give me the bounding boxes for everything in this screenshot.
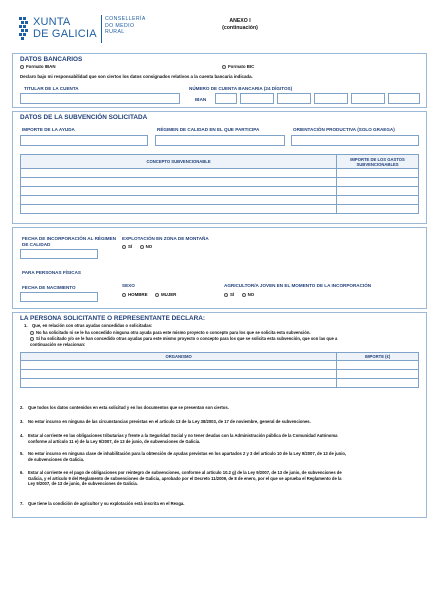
- account-block-5[interactable]: [388, 93, 420, 104]
- logo-line-1: XUNTA: [33, 16, 71, 28]
- concepto-column-header: CONCEPTO SUBVENCIONABLE: [21, 155, 337, 169]
- fecha-incorporacion-input[interactable]: [20, 249, 98, 259]
- titular-input[interactable]: [20, 93, 180, 104]
- personas-fisicas-label: PARA PERSONAS FÍSICAS: [22, 270, 81, 275]
- montana-no-label: NO: [145, 244, 153, 249]
- joven-no-radio[interactable]: [242, 293, 246, 297]
- item-1a-text: No ha solicitado ni se le ha concedido ninguna otra ayuda para este mismo proyecto o concepto para los que se solicita esta subvención.: [36, 330, 311, 335]
- cons-line-3: RURAL: [105, 29, 125, 36]
- montana-si-radio[interactable]: [122, 245, 126, 249]
- orientacion-label: ORIENTACIÓN PRODUCTIVA (SOLO GRAEGA): [293, 127, 395, 132]
- table-row: [21, 196, 419, 205]
- declaration-item-6: 6. Estar al corriente en el pago de obligaciones por reintegro de subvenciones, conforme al artículo 10.2 g) de la Ley 9/2007, de 13 de junio, de subvenciones de Galicia, y el artículo 9 del Reglamento de subvenciones de Galicia, aprobado por el Decreto 11/2009, de 8 de enero, por el que se aprueba el Reglamento de la Ley 9/2007, de 13 de junio, de subvenciones de Galicia.: [20, 470, 342, 487]
- declaration-item-4: 4. Estar al corriente en las obligaciones tributarias y frente a la Seguridad Social y no tener deudas con la Administración pública de la Comunidad Autónoma conforme al artículo 11 e) de la Ley 9/2007, de 13 de junio, de subvenciones de Galicia.: [20, 433, 338, 444]
- table-row: [21, 370, 419, 379]
- iban-check-input[interactable]: [215, 93, 237, 104]
- importe-ayuda-input[interactable]: [20, 135, 148, 146]
- concepto-cell[interactable]: [21, 178, 337, 187]
- conselleria-name: [105, 16, 146, 36]
- declaration-item-1: 1. Que, en relación con otras ayudas concedidas o solicitadas:: [24, 323, 153, 328]
- iban-option-label: Formato IBAN: [26, 64, 56, 69]
- importe-cell[interactable]: [337, 205, 419, 214]
- organismos-table-header: [21, 353, 419, 361]
- declaration-item-1b[interactable]: [30, 336, 337, 342]
- bank-section-title: DATOS BANCARIOS: [20, 56, 83, 63]
- logo-line-2: DE GALICIA: [33, 28, 97, 40]
- account-block-2[interactable]: [277, 93, 311, 104]
- joven-options: [224, 292, 254, 297]
- xunta-logo-text: [33, 16, 97, 40]
- organismo-cell[interactable]: [21, 361, 337, 370]
- item-6-line-1: Estar al corriente en el pago de obligaciones por reintegro de subvenciones, conforme al artículo 10.2 g) de la Ley 9/2007, de 13 de junio, de subvenciones de: [28, 470, 342, 475]
- declaration-item-7: 7. Que tiene la condición de agricultor y su explotación está inscrita en el Rexga.: [20, 501, 185, 506]
- sexo-label: SEXO: [122, 283, 135, 288]
- bank-declaration: Declaro bajo mi responsabilidad que son ciertos los datos consignados relativos a la cuenta bancaria indicada.: [20, 74, 253, 79]
- si-ayudas-radio[interactable]: [30, 337, 34, 341]
- montana-no-radio[interactable]: [140, 245, 144, 249]
- item-4-line-1: Estar al corriente en las obligaciones tributarias y frente a la Seguridad Social y no tener deudas con la Administración pública de la Comunidad Autónoma: [28, 433, 338, 438]
- organismo-cell[interactable]: [21, 379, 337, 388]
- regimen-calidad-label: RÉGIMEN DE CALIDAD EN EL QUE PARTICIPA: [157, 127, 260, 132]
- concepto-cell[interactable]: [21, 187, 337, 196]
- sexo-options: [122, 292, 176, 297]
- joven-no-label: NO: [247, 292, 255, 297]
- account-block-4[interactable]: [351, 93, 385, 104]
- concepto-cell[interactable]: [21, 196, 337, 205]
- concepto-cell[interactable]: [21, 169, 337, 178]
- organismos-table: [20, 352, 419, 388]
- item-3-text: No estar incurso en ninguna de las circunstancias previstas en el artículo 13 de la Ley 38/2003, de 17 de noviembre, general de subvenciones.: [28, 419, 311, 424]
- iban-prefix-label: IBAN: [195, 97, 207, 102]
- fecha-incorporacion-label: FECHA DE INCORPORACIÓN AL RÉGIMEN DE CALIDAD: [22, 236, 117, 247]
- organismo-cell[interactable]: [21, 370, 337, 379]
- hombre-radio[interactable]: [122, 293, 126, 297]
- iban-option[interactable]: [20, 64, 56, 69]
- item-6-line-3: Ley 9/2007, de 13 de junio, de subvenciones de Galicia.: [28, 481, 138, 487]
- account-number-label: NÚMERO DE CUENTA BANCARIA (24 DÍGITOS): [189, 86, 293, 91]
- bic-radio[interactable]: [222, 65, 226, 69]
- item-4-line-2: conforme al artículo 11 e) de la Ley 9/2007, de 13 de junio, de subvenciones de Galicia.: [28, 438, 201, 444]
- account-block-3[interactable]: [314, 93, 348, 104]
- titular-label: TITULAR DE LA CUENTA: [24, 86, 79, 91]
- organismo-column-header: ORGANISMO: [21, 353, 337, 361]
- table-row: [21, 205, 419, 214]
- importe-cell[interactable]: [337, 370, 419, 379]
- table-row: [21, 361, 419, 370]
- importe-cell[interactable]: [337, 361, 419, 370]
- mujer-label: MUJER: [160, 292, 177, 297]
- montana-label: EXPLOTACIÓN EN ZONA DE MONTAÑA: [122, 236, 209, 241]
- importe-cell[interactable]: [337, 178, 419, 187]
- item-5-line-2: de subvenciones de Galicia.: [28, 456, 85, 462]
- xunta-logo-icon: [18, 16, 30, 42]
- item-7-text: Que tiene la condición de agricultor y su explotación está inscrita en el Rexga.: [28, 501, 185, 506]
- importe-eur-column-header: IMPORTE (€): [337, 353, 419, 361]
- table-row: [21, 379, 419, 388]
- cons-line-1: CONSELLERÍA: [105, 16, 146, 22]
- cons-line-2: DO MEDIO: [105, 22, 135, 29]
- mujer-radio[interactable]: [155, 293, 159, 297]
- joven-si-label: SÍ: [230, 292, 235, 297]
- item-1b-text: Sí ha solicitado y/o se le han concedido otras ayudas para este mismo proyecto o concepto para los que se solicita esta subvención, que son las que a: [36, 336, 338, 341]
- concepts-table-header: [21, 155, 419, 169]
- concepto-cell[interactable]: [21, 205, 337, 214]
- declaration-item-3: 3. No estar incurso en ninguna de las circunstancias previstas en el artículo 13 de la Ley 38/2003, de 17 de noviembre, general de subvenciones.: [20, 419, 311, 424]
- header-divider: [101, 15, 102, 43]
- fecha-nacimiento-label: FECHA DE NACIMIENTO: [22, 285, 76, 290]
- importe-cell[interactable]: [337, 187, 419, 196]
- hombre-label: HOMBRE: [128, 292, 148, 297]
- subsidy-section-title: DATOS DE LA SUBVENCIÓN SOLICITADA: [20, 114, 148, 121]
- importe-gastos-column-header: IMPORTE DE LOS GASTOS SUBVENCIONABLES: [337, 155, 419, 169]
- montana-si-label: SÍ: [128, 244, 133, 249]
- fecha-nacimiento-input[interactable]: [20, 292, 98, 302]
- table-row: [21, 169, 419, 178]
- agricultor-joven-label: AGRICULTOR/A JOVEN EN EL MOMENTO DE LA INCORPORACIÓN: [224, 283, 372, 288]
- declaration-title: LA PERSONA SOLICITANTE O REPRESENTANTE DECLARA:: [20, 315, 205, 322]
- item-6-line-2: Galicia, y el artículo 9 del Reglamento de subvenciones de Galicia, aprobado por el Decreto 11/2009, de 8 de enero, por el que se aprueba el Reglamento de la: [28, 475, 342, 481]
- bic-option[interactable]: [222, 64, 254, 69]
- importe-cell[interactable]: [337, 169, 419, 178]
- item-1-text: Que, en relación con otras ayudas concedidas o solicitadas:: [32, 323, 153, 328]
- declaration-item-2: 2. Que todos los datos contenidos en esta solicitud y en los documentos que se presentan son ciertos.: [20, 405, 229, 410]
- item-5-line-1: No estar incurso en ninguna clase de inhabilitación para la obtención de ayudas previstas en los apartados 2 y 3 del artículo 10 de la Ley 9/2007, de 13 de junio,: [28, 451, 347, 456]
- bic-option-label: Formato BIC: [228, 64, 255, 69]
- anexo-title: ANEXO I: [229, 18, 251, 24]
- concepts-table: [20, 154, 419, 214]
- anexo-heading: [200, 18, 280, 32]
- montana-options: [122, 244, 152, 249]
- no-ayudas-radio[interactable]: [30, 331, 34, 335]
- importe-cell[interactable]: [337, 196, 419, 205]
- table-row: [21, 187, 419, 196]
- orientacion-input[interactable]: [291, 135, 419, 146]
- importe-ayuda-label: IMPORTE DE LA AYUDA: [22, 127, 75, 132]
- declaration-item-5: 5. No estar incurso en ninguna clase de inhabilitación para la obtención de ayudas previstas en los apartados 2 y 3 del artículo 10 de la Ley 9/2007, de 13 de junio, de subvenciones de Galicia.: [20, 451, 347, 462]
- anexo-subtitle: (continuación): [222, 25, 258, 31]
- item-2-text: Que todos los datos contenidos en esta solicitud y en los documentos que se presentan son ciertos.: [28, 405, 229, 410]
- importe-cell[interactable]: [337, 379, 419, 388]
- table-row: [21, 178, 419, 187]
- regimen-calidad-input[interactable]: [155, 135, 285, 146]
- iban-radio[interactable]: [20, 65, 24, 69]
- joven-si-radio[interactable]: [224, 293, 228, 297]
- account-block-1[interactable]: [240, 93, 274, 104]
- declaration-item-1a[interactable]: [30, 330, 311, 336]
- declaration-item-1b-cont: continuación se relacionan:: [30, 342, 86, 347]
